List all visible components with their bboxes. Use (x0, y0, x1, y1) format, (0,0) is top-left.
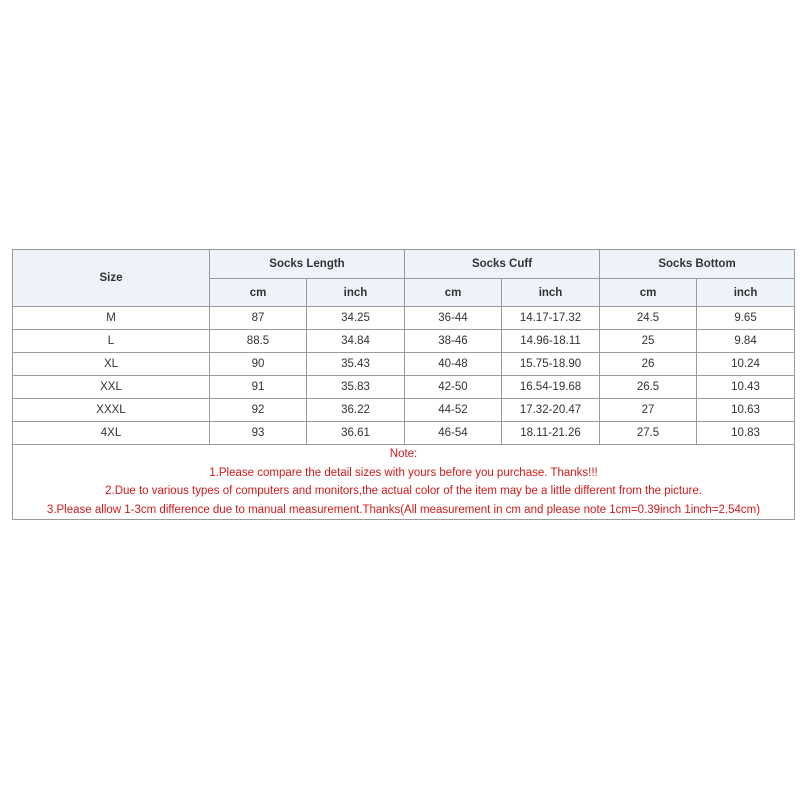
socks-cuff-header: Socks Cuff (405, 250, 600, 279)
bottom-cm-header: cm (600, 279, 697, 307)
bottom-cm-cell: 27.5 (600, 422, 697, 445)
size-cell: XXL (13, 376, 210, 399)
length-inch-cell: 35.83 (307, 376, 405, 399)
note-line-1: 1.Please compare the detail sizes with yours before you purchase. Thanks!!! (209, 466, 598, 479)
note-line-3: 3.Please allow 1-3cm difference due to manual measurement.Thanks(All measurement in cm and please note 1cm=0.39inch 1inch=2.54cm) (46, 503, 761, 516)
length-cm-cell: 88.5 (210, 330, 307, 353)
table-row (13, 307, 795, 330)
cuff-cm-cell: 40-48 (405, 353, 502, 376)
cuff-inch-cell: 14.96-18.11 (502, 330, 600, 353)
cuff-cm-cell: 38-46 (405, 330, 502, 353)
size-cell: 4XL (13, 422, 210, 445)
cuff-inch-cell: 15.75-18.90 (502, 353, 600, 376)
length-inch-header: inch (307, 279, 405, 307)
length-inch-cell: 36.22 (307, 399, 405, 422)
length-cm-cell: 93 (210, 422, 307, 445)
bottom-cm-cell: 24.5 (600, 307, 697, 330)
size-chart-table (12, 249, 795, 520)
size-cell: M (13, 307, 210, 330)
cuff-cm-cell: 44-52 (405, 399, 502, 422)
bottom-cm-cell: 26 (600, 353, 697, 376)
table-row (13, 399, 795, 422)
notes-cell (13, 445, 795, 520)
notes-row (13, 445, 795, 520)
bottom-inch-cell: 9.65 (697, 307, 795, 330)
bottom-cm-cell: 27 (600, 399, 697, 422)
size-cell: L (13, 330, 210, 353)
bottom-inch-header: inch (697, 279, 795, 307)
table-row (13, 330, 795, 353)
bottom-inch-cell: 10.43 (697, 376, 795, 399)
size-cell: XXXL (13, 399, 210, 422)
cuff-inch-cell: 16.54-19.68 (502, 376, 600, 399)
length-inch-cell: 34.84 (307, 330, 405, 353)
bottom-cm-cell: 25 (600, 330, 697, 353)
bottom-cm-cell: 26.5 (600, 376, 697, 399)
length-cm-cell: 92 (210, 399, 307, 422)
length-inch-cell: 36.61 (307, 422, 405, 445)
length-inch-cell: 34.25 (307, 307, 405, 330)
cuff-inch-header: inch (502, 279, 600, 307)
bottom-inch-cell: 9.84 (697, 330, 795, 353)
bottom-inch-cell: 10.83 (697, 422, 795, 445)
table-row (13, 422, 795, 445)
length-cm-header: cm (210, 279, 307, 307)
socks-length-header: Socks Length (210, 250, 405, 279)
cuff-inch-cell: 17.32-20.47 (502, 399, 600, 422)
size-header: Size (13, 250, 210, 307)
socks-bottom-header: Socks Bottom (600, 250, 795, 279)
length-cm-cell: 91 (210, 376, 307, 399)
bottom-inch-cell: 10.63 (697, 399, 795, 422)
cuff-inch-cell: 18.11-21.26 (502, 422, 600, 445)
table-row (13, 353, 795, 376)
size-cell: XL (13, 353, 210, 376)
cuff-cm-header: cm (405, 279, 502, 307)
cuff-cm-cell: 46-54 (405, 422, 502, 445)
bottom-inch-cell: 10.24 (697, 353, 795, 376)
table-row (13, 376, 795, 399)
header-row-groups (13, 250, 795, 279)
cuff-cm-cell: 42-50 (405, 376, 502, 399)
cuff-inch-cell: 14.17-17.32 (502, 307, 600, 330)
length-inch-cell: 35.43 (307, 353, 405, 376)
cuff-cm-cell: 36-44 (405, 307, 502, 330)
note-title: Note: (389, 448, 418, 460)
note-line-2: 2.Due to various types of computers and monitors,the actual color of the item may be a little different from the picture. (105, 485, 702, 497)
length-cm-cell: 90 (210, 353, 307, 376)
length-cm-cell: 87 (210, 307, 307, 330)
